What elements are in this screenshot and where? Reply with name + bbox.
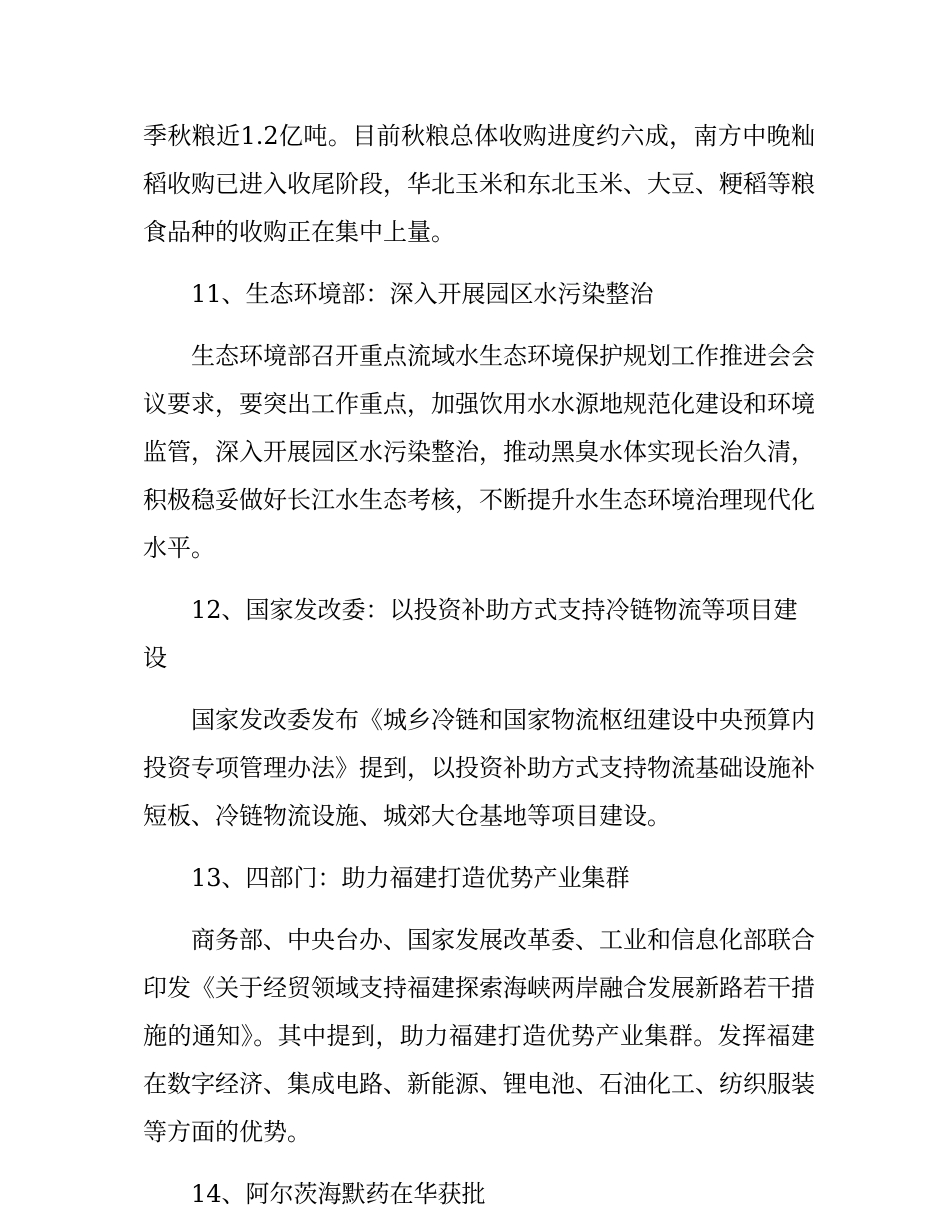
heading-item-12: 12、国家发改委：以投资补助方式支持冷链物流等项目建设 [143,596,798,672]
heading-item-14: 14、阿尔茨海默药在华获批 [191,1180,486,1208]
paragraph-ecology-ministry: 生态环境部召开重点流域水生态环境保护规划工作推进会会议要求，要突出工作重点，加强饮用水水源地规范化建设和环境监管，深入开展园区水污染整治，推动黑臭水体实现长治久清，积极稳妥做好长江水生态考核，不断提升水生态环境治理现代化水平。 [143,342,815,562]
paragraph-fujian-industry: 商务部、中央台办、国家发展改革委、工业和信息化部联合印发《关于经贸领域支持福建探索海峡两岸融合发展新路若干措施的通知》。其中提到，助力福建打造优势产业集群。发挥福建在数字经济、集成电路、新能源、锂电池、石油化工、纺织服装等方面的优势。 [143,926,815,1146]
heading-item-11: 11、生态环境部：深入开展园区水污染整治 [191,280,654,308]
document-page [143,112,815,1218]
paragraph-ndrc-cold-chain: 国家发改委发布《城乡冷链和国家物流枢纽建设中央预算内投资专项管理办法》提到，以投资补助方式支持物流基础设施补短板、冷链物流设施、城郊大仓基地等项目建设。 [143,706,815,830]
paragraph-grain-purchase: 季秋粮近1.2亿吨。目前秋粮总体收购进度约六成，南方中晚籼稻收购已进入收尾阶段，华北玉米和东北玉米、大豆、粳稻等粮食品种的收购正在集中上量。 [143,122,815,246]
heading-item-13: 13、四部门：助力福建打造优势产业集群 [191,864,630,892]
